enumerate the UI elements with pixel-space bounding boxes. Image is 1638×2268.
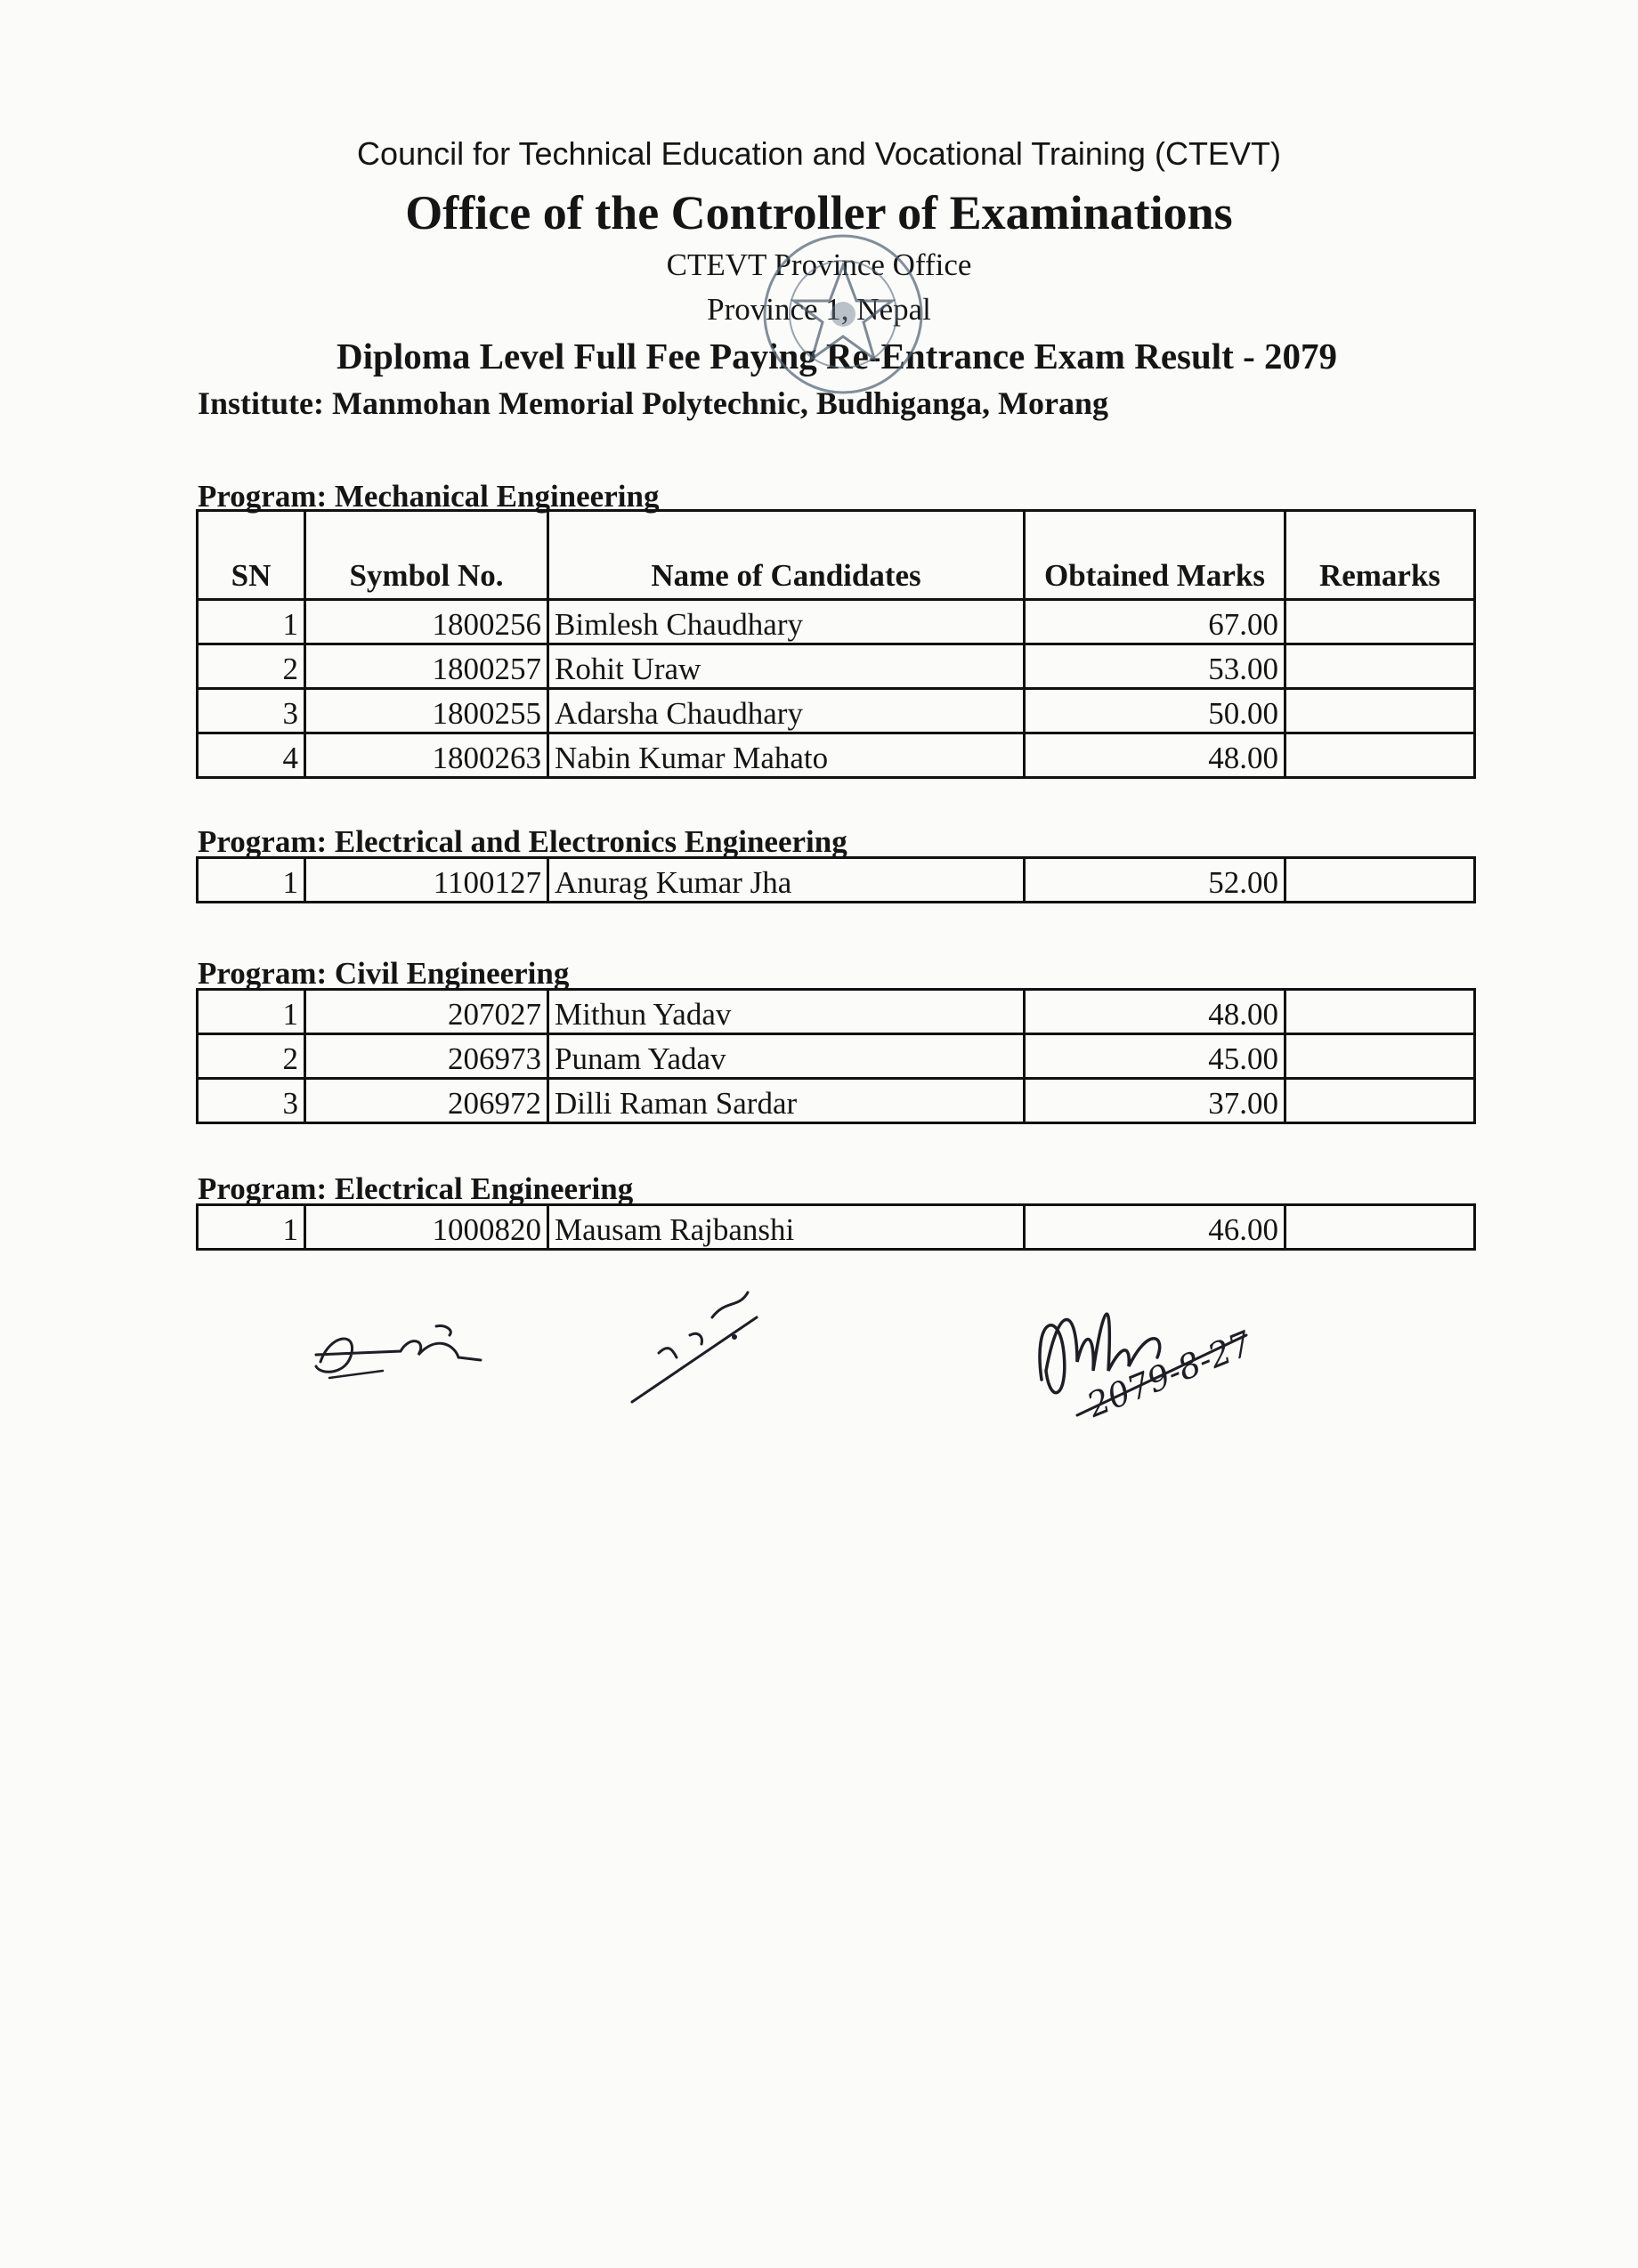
cell-sn: 2 [198,644,305,689]
office-title: Office of the Controller of Examinations [405,186,1233,239]
cell-remarks [1285,1079,1475,1123]
cell-remarks [1285,733,1475,778]
cell-sn: 4 [198,733,305,778]
table-row [198,1079,1475,1123]
province-office: CTEVT Province Office [666,247,972,282]
cell-name: Mausam Rajbanshi [548,1205,1025,1250]
cell-sn: 3 [198,689,305,733]
result-title: Diploma Level Full Fee Paying Re-Entrance Exam Result - 2079 [337,336,1337,377]
cell-name: Mithun Yadav [548,990,1025,1034]
program-title-electrical: Program: Electrical Engineering [198,1171,634,1206]
council-name: Council for Technical Education and Vocational Training (CTEVT) [357,135,1281,172]
table-row [198,600,1475,644]
cell-symbol: 1100127 [305,858,548,903]
office-seal-stamp [758,230,928,399]
cell-marks: 48.00 [1025,733,1285,778]
cell-symbol: 1800256 [305,600,548,644]
cell-symbol: 1800263 [305,733,548,778]
cell-name: Dilli Raman Sardar [548,1079,1025,1123]
cell-marks: 67.00 [1025,600,1285,644]
table-row [198,1034,1475,1079]
cell-name: Nabin Kumar Mahato [548,733,1025,778]
program-title-electrical-electronics: Program: Electrical and Electronics Engineering [198,824,847,859]
cell-remarks [1285,600,1475,644]
cell-name: Bimlesh Chaudhary [548,600,1025,644]
column-header-name: Name of Candidates [548,511,1025,600]
program-title-civil: Program: Civil Engineering [198,956,570,991]
cell-symbol: 1800255 [305,689,548,733]
cell-name: Punam Yadav [548,1034,1025,1079]
cell-marks: 53.00 [1025,644,1285,689]
cell-marks: 37.00 [1025,1079,1285,1123]
cell-sn: 1 [198,858,305,903]
cell-sn: 1 [198,1205,305,1250]
cell-marks: 50.00 [1025,689,1285,733]
table-row [198,990,1475,1034]
cell-remarks [1285,990,1475,1034]
cell-marks: 52.00 [1025,858,1285,903]
column-header-symbol: Symbol No. [305,511,548,600]
results-table-mechanical [196,509,1476,779]
table-row [198,858,1475,903]
results-table-electrical [196,1203,1476,1251]
results-table-civil [196,988,1476,1124]
cell-symbol: 1800257 [305,644,548,689]
signature-date: 2079-8-27 [1082,1323,1258,1425]
institute-name: Institute: Manmohan Memorial Polytechnic, Budhiganga, Morang [198,385,1108,421]
column-header-marks: Obtained Marks [1025,511,1285,600]
cell-symbol: 207027 [305,990,548,1034]
cell-sn: 1 [198,990,305,1034]
cell-remarks [1285,689,1475,733]
signature-2 [623,1282,783,1415]
cell-marks: 46.00 [1025,1205,1285,1250]
cell-name: Adarsha Chaudhary [548,689,1025,733]
table-row [198,689,1475,733]
province-location: Province 1, Nepal [707,292,931,327]
cell-marks: 48.00 [1025,990,1285,1034]
cell-remarks [1285,1205,1475,1250]
column-header-sn: SN [198,511,305,600]
cell-symbol: 206973 [305,1034,548,1079]
results-table-electrical-electronics [196,856,1476,903]
cell-remarks [1285,858,1475,903]
cell-name: Anurag Kumar Jha [548,858,1025,903]
cell-sn: 3 [198,1079,305,1123]
cell-marks: 45.00 [1025,1034,1285,1079]
cell-sn: 1 [198,600,305,644]
cell-name: Rohit Uraw [548,644,1025,689]
table-row [198,644,1475,689]
table-row [198,1205,1475,1250]
cell-symbol: 1000820 [305,1205,548,1250]
column-header-remarks: Remarks [1285,511,1475,600]
cell-remarks [1285,644,1475,689]
cell-symbol: 206972 [305,1079,548,1123]
cell-remarks [1285,1034,1475,1079]
cell-sn: 2 [198,1034,305,1079]
program-title-mechanical: Program: Mechanical Engineering [198,479,660,514]
signature-1 [303,1300,499,1397]
table-row [198,733,1475,778]
